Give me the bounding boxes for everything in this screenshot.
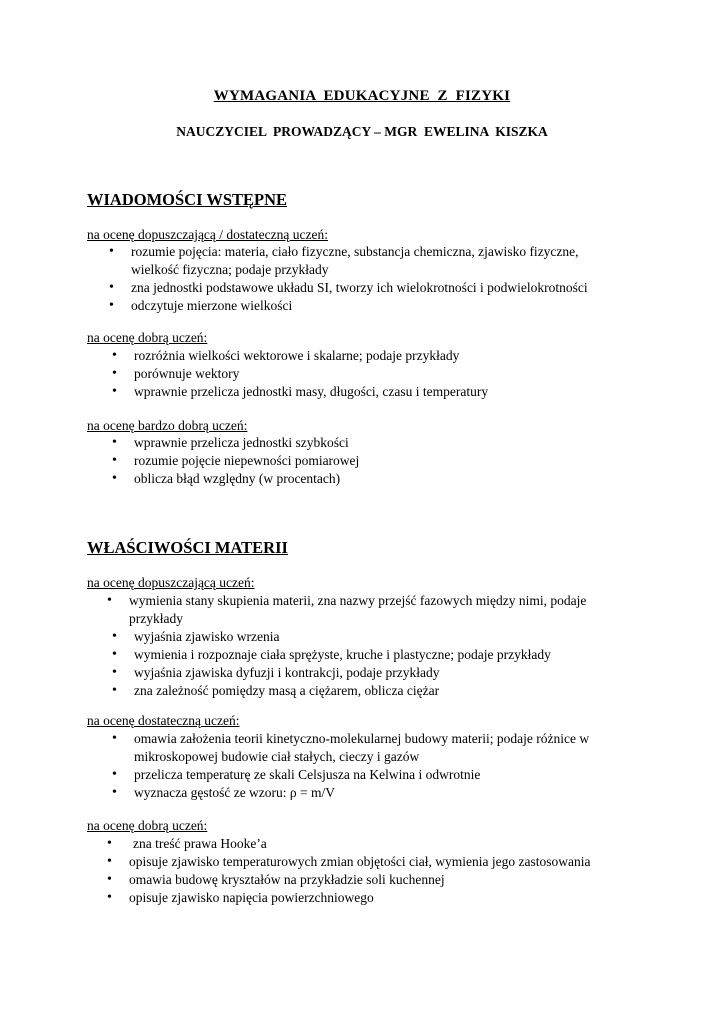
document-title: WYMAGANIA EDUKACYJNE Z FIZYKI [213, 88, 511, 104]
requirements-list [112, 730, 632, 802]
list-item: • wyznacza gęstość ze wzoru: ρ = m/V [112, 784, 632, 802]
list-item: • omawia budowę kryształów na przykładzie soli kuchennej [107, 871, 637, 889]
grade-label-very-good: na ocenę bardzo dobrą uczeń: [87, 418, 248, 433]
list-item: • opisuje zjawisko napięcia powierzchniowego [107, 889, 637, 907]
list-item: • zna treść prawa Hooke’a [107, 835, 637, 853]
grade-label-good: na ocenę dobrą uczeń: [87, 818, 208, 833]
list-item: • opisuje zjawisko temperaturowych zmian objętości ciał, wymienia jego zastosowania [107, 853, 637, 871]
requirements-list [107, 592, 637, 628]
requirements-list [112, 628, 632, 700]
list-item: • rozumie pojęcia: materia, ciało fizyczne, substancja chemiczna, zjawisko fizyczne, wielkość fizyczna; podaje przykłady [109, 243, 629, 279]
list-item: • wyjaśnia zjawiska dyfuzji i kontrakcji, podaje przykłady [112, 664, 632, 682]
requirements-list [112, 434, 632, 488]
list-item: • odczytuje mierzone wielkości [109, 297, 629, 315]
section-heading-matter-properties: WŁAŚCIWOŚCI MATERII [87, 538, 288, 557]
list-item: • omawia założenia teorii kinetyczno-molekularnej budowy materii; podaje różnice w mikroskopowej budowie ciał stałych, cieczy i gazów [112, 730, 632, 766]
grade-label-good: na ocenę dobrą uczeń: [87, 330, 208, 345]
list-item: • zna jednostki podstawowe układu SI, tworzy ich wielokrotności i podwielokrotności [109, 279, 629, 297]
list-item: • wprawnie przelicza jednostki masy, długości, czasu i temperatury [112, 383, 632, 401]
list-item: • porównuje wektory [112, 365, 632, 383]
list-item: • wprawnie przelicza jednostki szybkości [112, 434, 632, 452]
requirements-list [109, 243, 629, 315]
list-item: • przelicza temperaturę ze skali Celsjusza na Kelwina i odwrotnie [112, 766, 632, 784]
list-item: • rozumie pojęcie niepewności pomiarowej [112, 452, 632, 470]
document-subtitle: NAUCZYCIEL PROWADZĄCY – MGR EWELINA KISZKA [176, 124, 548, 139]
section-heading-introduction: WIADOMOŚCI WSTĘPNE [87, 190, 288, 209]
grade-label-sufficient: na ocenę dostateczną uczeń: [87, 713, 240, 728]
grade-label-passing: na ocenę dopuszczającą uczeń: [87, 575, 255, 590]
list-item: • wymienia stany skupienia materii, zna nazwy przejść fazowych między nimi, podaje przykłady [107, 592, 637, 628]
list-item: • wyjaśnia zjawisko wrzenia [112, 628, 632, 646]
list-item: • wymienia i rozpoznaje ciała sprężyste, kruche i plastyczne; podaje przykłady [112, 646, 632, 664]
list-item: • zna zależność pomiędzy masą a ciężarem, oblicza ciężar [112, 682, 632, 700]
list-item: • oblicza błąd względny (w procentach) [112, 470, 632, 488]
requirements-list [107, 835, 637, 907]
list-item: • rozróżnia wielkości wektorowe i skalarne; podaje przykłady [112, 347, 632, 365]
grade-label-sufficient: na ocenę dopuszczającą / dostateczną uczeń: [87, 227, 328, 242]
requirements-list [112, 347, 632, 401]
